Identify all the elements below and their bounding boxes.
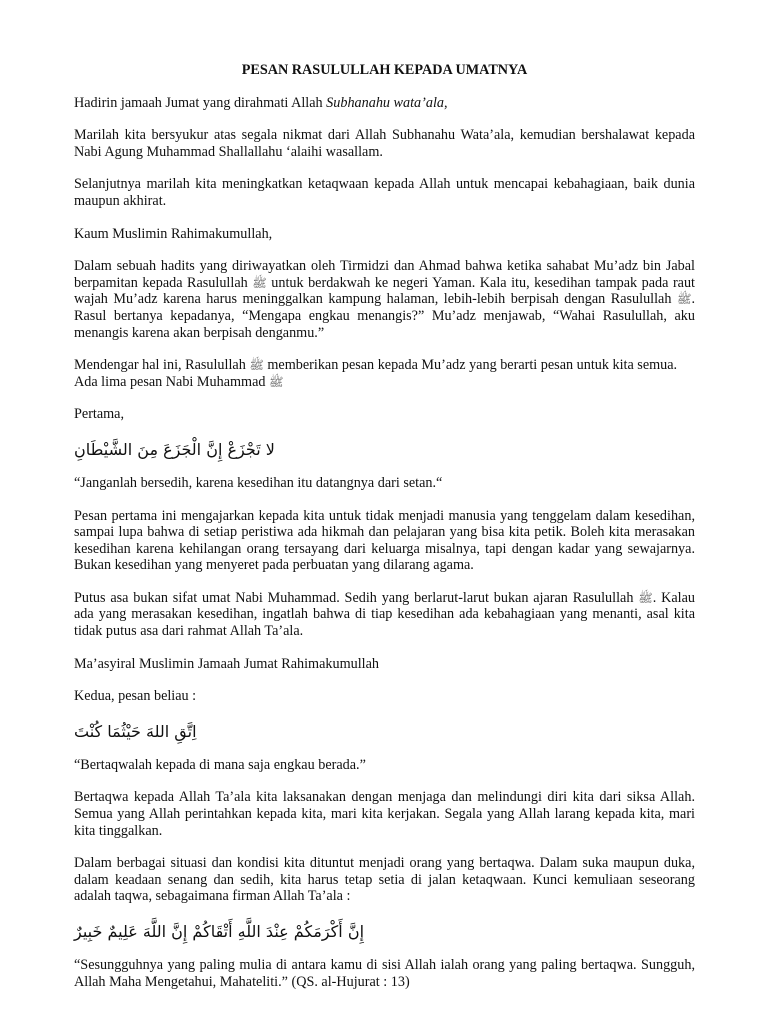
heading-first: Pertama,	[74, 406, 125, 423]
greeting-paragraph	[74, 95, 695, 112]
paragraph-gratitude: Marilah kita bersyukur atas segala nikmat dari Allah Subhanahu Wata’ala, kemudian bershalawat kepada Nabi Agung Muhammad Shallallahu ‘alaihi wasallam.	[74, 127, 695, 160]
five-messages-part-2: memberikan pesan kepada Mu’adz yang berarti pesan untuk kita semua. Ada lima pesan Nabi Muhammad	[74, 357, 678, 390]
heading-second: Kedua, pesan beliau :	[74, 688, 197, 705]
paragraph-taqwa-intro: Selanjutnya marilah kita meningkatkan ketaqwaan kepada Allah untuk mencapai kebahagiaan, baik dunia maupun akhirat.	[74, 176, 695, 209]
greeting-suffix: ,	[444, 94, 448, 111]
paragraph-despair	[74, 590, 695, 640]
document-title: PESAN RASULULLAH KEPADA UMATNYA	[241, 62, 528, 78]
arabic-text-3: إِنَّ أَكْرَمَكُمْ عِنْدَ اللَّهِ أَتْقَاكُمْ إِنَّ اللَّهَ عَلِيمٌ خَبِيرٌ	[74, 922, 365, 941]
paragraph-address-1: Kaum Muslimin Rahimakumullah,	[74, 225, 273, 242]
saw-symbol-3: ﷺ	[249, 358, 264, 373]
paragraph-address-2: Ma’asyiral Muslimin Jamaah Jumat Rahimakumullah	[74, 655, 379, 672]
hadith-story-part-2: untuk berdakwah ke negeri Yaman. Kala itu, kesedihan tampak pada raut wajah Mu’adz karena harus meninggalkan kampung halaman, lebih-lebih berpisah dengan Rasulullah	[74, 274, 695, 308]
greeting-italic: Subhanahu wata’ala	[326, 94, 444, 111]
greeting-prefix: Hadirin jamaah Jumat yang dirahmati Allah	[74, 94, 327, 111]
despair-part-1: Putus asa bukan sifat umat Nabi Muhammad. Sedih yang berlarut-larut bukan ajaran Rasulullah	[74, 589, 639, 606]
translation-2: “Bertaqwalah kepada di mana saja engkau berada.”	[74, 756, 366, 773]
document-page	[74, 62, 695, 1006]
saw-symbol-5: ﷺ	[638, 590, 653, 605]
translation-3: “Sesungguhnya yang paling mulia di antara kamu di sisi Allah ialah orang yang paling bertaqwa. Sungguh, Allah Maha Mengetahui, Mahateliti.” (QS. al-Hujurat : 13)	[74, 957, 695, 990]
saw-symbol-4: ﷺ	[269, 374, 284, 389]
paragraph-taqwa-key: Dalam berbagai situasi dan kondisi kita dituntut menjadi orang yang bertaqwa. Dalam suka maupun duka, dalam keadaan senang dan sedih, kita harus tetap setia di jalan ketaqwaan. Kunci kemuliaan seseorang adalah taqwa, sebagaimana firman Allah Ta’ala :	[74, 855, 695, 905]
despair-part-2: . Kalau ada yang merasakan kesedihan, ingatlah bahwa di tiap kesedihan ada kebahagiaan yang menanti, asal kita tidak putus asa dari rahmat Allah Ta’ala.	[74, 589, 695, 640]
arabic-text-1: لا تَجْزَعْ إِنَّ الْجَزَعَ مِنَ الشَّيْطَانِ	[74, 439, 275, 459]
saw-symbol-2: ﷺ	[676, 292, 692, 307]
paragraph-hadith-story	[74, 258, 695, 341]
hadith-story-part-1: Dalam sebuah hadits yang diriwayatkan oleh Tirmidzi dan Ahmad bahwa ketika sahabat Mu’adz bin Jabal berpamitan kepada Rasulullah	[74, 258, 695, 291]
saw-symbol-1: ﷺ	[252, 275, 267, 290]
translation-1: “Janganlah bersedih, karena kesedihan itu datangnya dari setan.“	[74, 474, 443, 491]
paragraph-five-messages	[74, 357, 695, 390]
five-messages-part-1: Mendengar hal ini, Rasulullah	[74, 357, 250, 374]
hadith-story-part-3: . Rasul bertanya kepadanya, “Mengapa engkau menangis?” Mu’adz menjawab, “Wahai Rasulullah, aku menangis karena akan berpisah denganmu.”	[74, 291, 695, 341]
arabic-text-2: اِتَّقِ اللهَ حَيْثُمَا كُنْتَ	[74, 721, 197, 741]
paragraph-taqwa-practice: Bertaqwa kepada Allah Ta’ala kita laksanakan dengan menjaga dan melindungi diri kita dari siksa Allah. Semua yang Allah perintahkan kepada kita, mari kita kerjakan. Segala yang Allah larang kepada kita, mari kita tinggalkan.	[74, 789, 695, 839]
paragraph-first-message: Pesan pertama ini mengajarkan kepada kita untuk tidak menjadi manusia yang tenggelam dalam kesedihan, sampai lupa bahwa di setiap peristiwa ada hikmah dan pelajaran yang bisa kita petik. Boleh kita merasakan kesedihan karena kehilangan orang tersayang dari keluarga misalnya, tapi dengan kadar yang sewajarnya. Bukan kesedihan yang menyeret pada perbuatan yang dilarang agama.	[74, 507, 695, 574]
